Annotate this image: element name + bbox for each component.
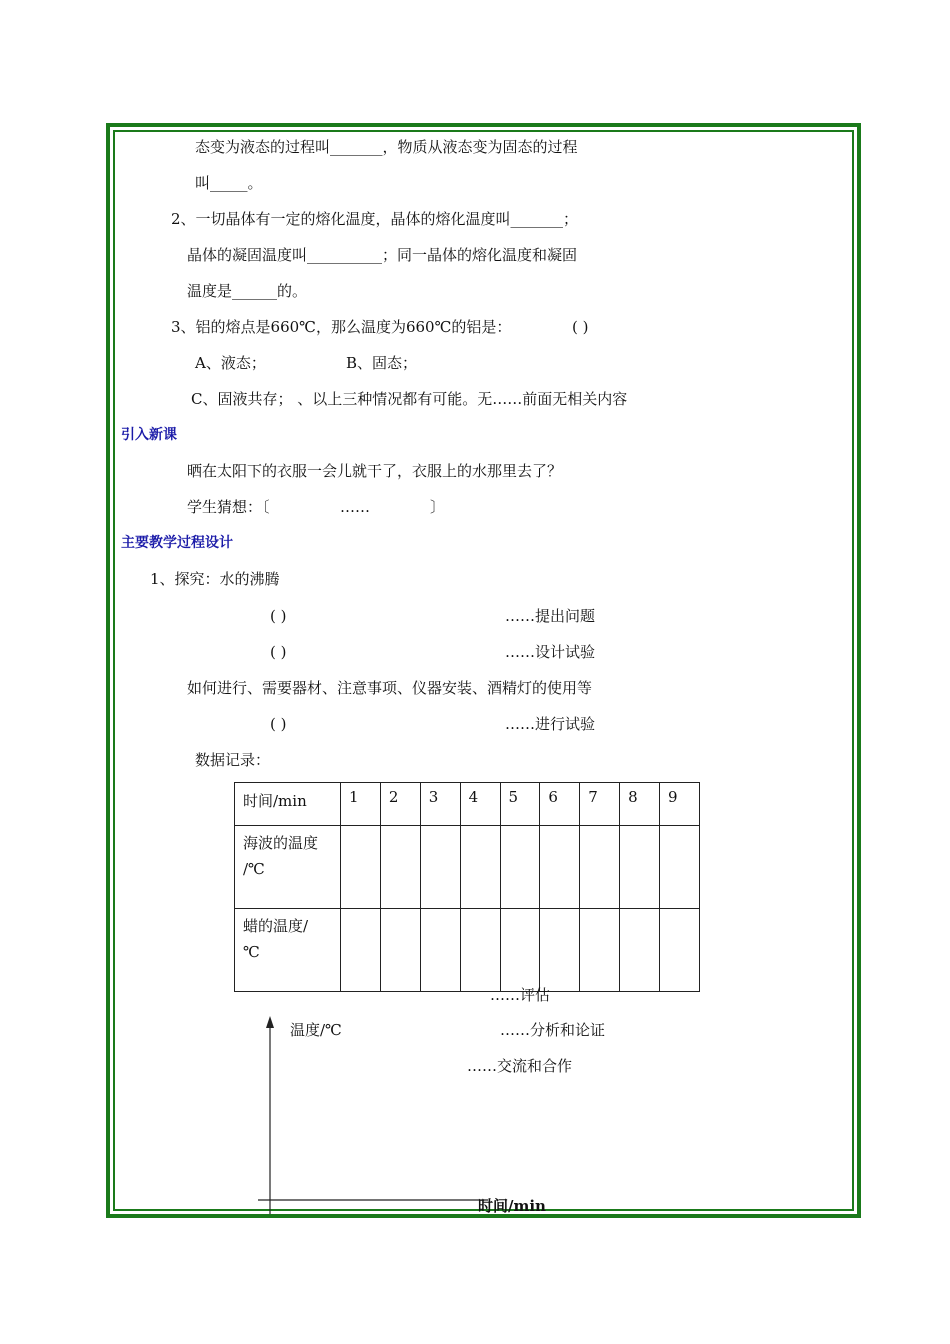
- table-row: [235, 909, 700, 992]
- row-label-hypo: [235, 826, 341, 909]
- table-cell: [500, 909, 540, 992]
- table-row: [235, 826, 700, 909]
- text-line-1: 态变为液态的过程叫_______，物质从液态变为固态的过程: [195, 138, 578, 156]
- table-cell: [460, 826, 500, 909]
- step-2-label: ……设计试验: [505, 643, 596, 661]
- table-col-8: 8: [620, 783, 660, 826]
- table-cell: [580, 909, 620, 992]
- question-2-line-3: 温度是______的。: [187, 282, 308, 300]
- step-2-bracket: ( ): [270, 643, 287, 661]
- table-cell: [540, 909, 580, 992]
- question-2: 2、一切晶体有一定的熔化温度，晶体的熔化温度叫_______；: [171, 210, 579, 228]
- table-cell: [341, 909, 381, 992]
- step-analyze: ……分析和论证: [500, 1021, 606, 1039]
- table-header-time: 时间/min: [235, 783, 341, 826]
- step-1-bracket: ( ): [270, 607, 287, 625]
- step-3-label: ……进行试验: [505, 715, 596, 733]
- step-1-label: ……提出问题: [505, 607, 596, 625]
- student-guess-close: 〕: [430, 498, 446, 516]
- heading-intro: 引入新课: [121, 427, 177, 443]
- graph-y-label: 温度/℃: [290, 1021, 342, 1039]
- table-col-4: 4: [460, 783, 500, 826]
- inquiry-title: 1、探究：水的沸腾: [150, 570, 280, 588]
- step-communicate: ……交流和合作: [467, 1057, 573, 1075]
- table-col-9: 9: [660, 783, 700, 826]
- question-3-answer-bracket: ( ): [572, 318, 589, 336]
- table-cell: [580, 826, 620, 909]
- table-cell: [660, 909, 700, 992]
- table-col-7: 7: [580, 783, 620, 826]
- table-col-6: 6: [540, 783, 580, 826]
- step-evaluate: ……评估: [490, 986, 551, 1004]
- table-col-5: 5: [500, 783, 540, 826]
- step-3-bracket: ( ): [270, 715, 287, 733]
- option-a: A、液态；: [195, 354, 266, 372]
- table-col-2: 2: [380, 783, 420, 826]
- table-cell: [500, 826, 540, 909]
- data-record-label: 数据记录：: [195, 751, 271, 769]
- table-col-3: 3: [420, 783, 460, 826]
- question-3: 3、铝的熔点是660℃，那么温度为660℃的铝是：: [171, 318, 512, 336]
- table-header-row: [235, 783, 700, 826]
- row-label-wax-line-2: ℃: [243, 943, 260, 961]
- temperature-time-axes: [250, 1010, 490, 1215]
- student-guess-ellipsis: ……: [340, 498, 370, 516]
- student-guess-label: 学生猜想：〔: [187, 498, 270, 516]
- row-label-wax: [235, 909, 341, 992]
- graph-x-label: 时间/min: [478, 1197, 546, 1215]
- table-cell: [380, 826, 420, 909]
- table-cell: [341, 826, 381, 909]
- table-cell: [420, 826, 460, 909]
- data-record-table: [234, 782, 700, 992]
- table-cell: [460, 909, 500, 992]
- table-cell: [540, 826, 580, 909]
- row-label-hypo-line-1: 海波的温度: [243, 834, 319, 852]
- heading-main-process: 主要教学过程设计: [121, 535, 233, 551]
- question-2-line-2: 晶体的凝固温度叫__________；同一晶体的熔化温度和凝固: [187, 246, 578, 264]
- table-cell: [620, 826, 660, 909]
- experiment-notes: 如何进行、需要器材、注意事项、仪器安装、酒精灯的使用等: [187, 679, 593, 697]
- table-cell: [620, 909, 660, 992]
- row-label-wax-line-1: 蜡的温度/: [243, 917, 309, 935]
- option-c-d: C、固液共存； 、以上三种情况都有可能。无……前面无相关内容: [191, 390, 628, 408]
- table-cell: [660, 826, 700, 909]
- text-line-2: 叫_____。: [195, 174, 263, 192]
- table-cell: [380, 909, 420, 992]
- table-cell: [420, 909, 460, 992]
- option-b: B、固态；: [346, 354, 418, 372]
- row-label-hypo-line-2: /℃: [243, 860, 265, 878]
- y-axis-arrow-icon: [266, 1016, 274, 1028]
- table-col-1: 1: [341, 783, 381, 826]
- intro-question: 晒在太阳下的衣服一会儿就干了，衣服上的水那里去了？: [187, 462, 563, 480]
